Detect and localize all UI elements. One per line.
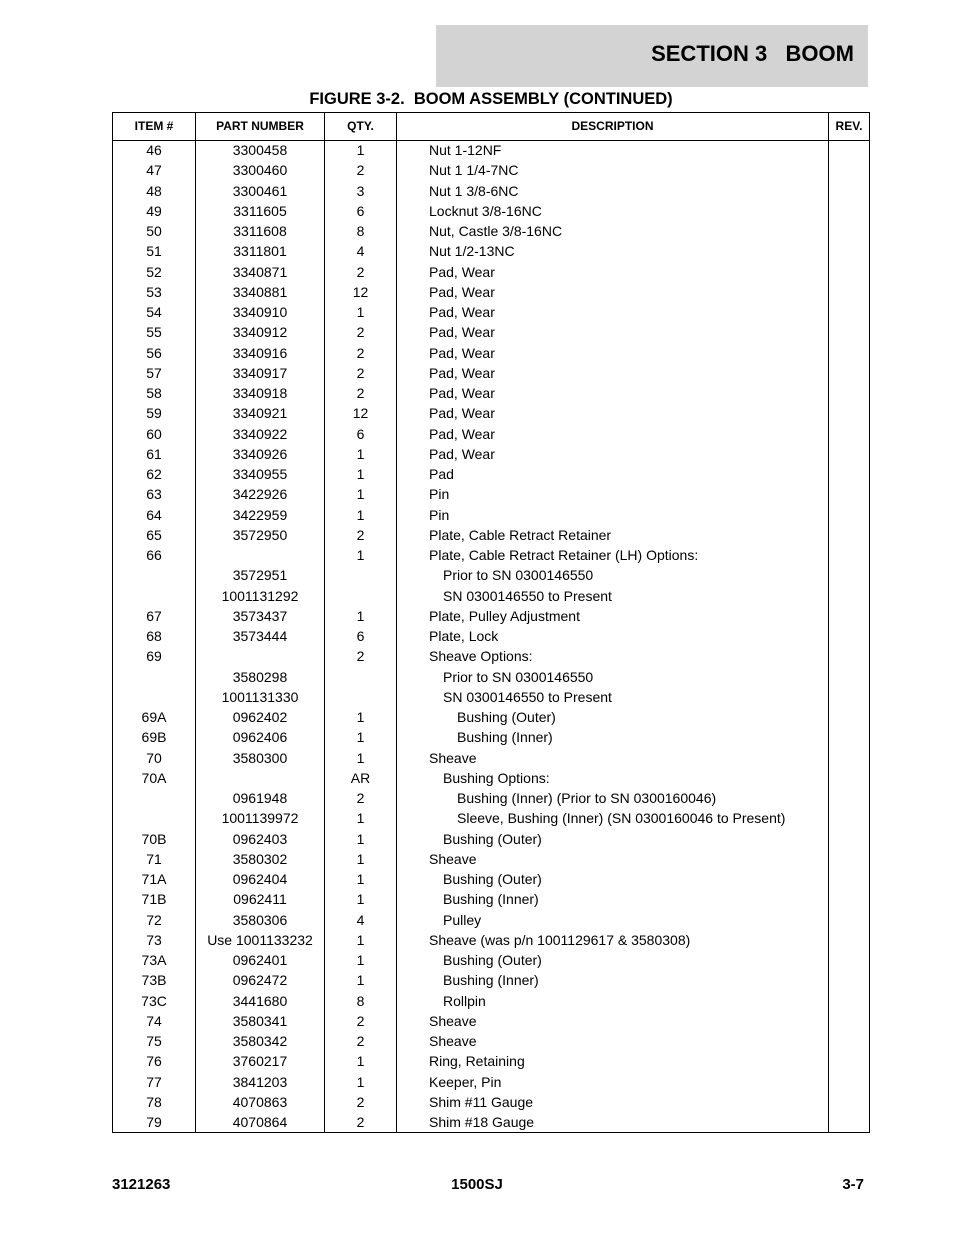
description-cell: Sheave [429,1033,477,1049]
part-number-cell: 3340881 [232,283,288,300]
table-row [113,1112,869,1132]
item-cell [113,687,195,707]
table-row [113,707,869,727]
item-cell: 46 [146,142,162,158]
table-row [113,201,869,221]
description-cell: Nut 1 3/8-6NC [429,182,519,199]
header-description: DESCRIPTION [571,119,654,133]
item-cell: 70 [146,749,162,766]
table-row [113,687,869,707]
part-number-cell: 3311801 [233,243,287,260]
description-cell: Bushing (Outer) [443,871,542,887]
table-row [113,484,869,504]
item-cell: 69B [141,729,167,746]
part-number-cell: 3572950 [232,526,288,543]
table-body [113,140,869,1132]
section-banner [436,25,868,87]
table-row [113,565,869,585]
description-cell: Plate, Cable Retract Retainer [429,526,612,543]
table-row [113,748,869,768]
header-qty: QTY. [347,119,374,133]
table-row [113,646,869,666]
description-cell: Pad, Wear [429,425,495,442]
table-row [113,160,869,180]
description-cell: SN 0300146550 to Present [443,688,612,705]
qty-cell: 1 [356,142,365,158]
part-number-cell: 3300460 [232,162,288,179]
description-cell: Bushing (Inner) [457,729,553,746]
description-cell: Pulley [443,911,482,928]
qty-cell: 1 [356,931,365,948]
qty-cell: 2 [356,324,365,341]
qty-cell: 2 [356,364,365,381]
item-cell: 54 [146,304,162,320]
qty-cell: 12 [352,405,369,422]
table-row [113,262,869,282]
qty-cell: 1 [356,506,365,523]
item-cell: 47 [146,162,162,179]
qty-cell: 1 [356,445,365,462]
qty-cell: 1 [356,810,365,827]
table-row [113,788,869,808]
qty-cell [325,586,396,606]
description-cell: Pin [429,506,450,523]
qty-cell: 3 [356,182,365,199]
qty-cell: 1 [356,972,365,989]
item-cell: 56 [146,344,162,361]
description-cell: Sheave [429,1012,477,1029]
part-number-cell: 3573437 [232,607,288,624]
part-number-cell: 3340922 [232,425,288,442]
part-number-cell: 3300461 [232,182,288,199]
item-cell: 73C [141,992,167,1009]
item-cell: 72 [146,911,162,928]
description-cell: Sleeve, Bushing (Inner) (SN 0300160046 to Present) [457,810,786,827]
description-cell: Plate, Lock [429,628,499,644]
part-number-cell: 3580298 [232,668,288,685]
table-row [113,910,869,930]
part-number-cell: 4070864 [232,1114,288,1130]
table-row [113,444,869,464]
part-number-cell: 0962406 [232,729,288,746]
item-cell: 62 [146,466,162,482]
part-number-cell: 3572951 [232,567,288,584]
item-cell: 73 [146,931,162,948]
table-row [113,322,869,342]
description-cell: Pad, Wear [429,405,495,422]
table-row [113,403,869,423]
description-cell: Plate, Pulley Adjustment [429,607,580,624]
item-cell: 76 [146,1053,162,1070]
description-cell: Prior to SN 0300146550 [443,567,594,584]
item-cell [113,565,195,585]
table-row [113,282,869,302]
description-cell: Sheave (was p/n 1001129617 & 3580308) [429,931,691,948]
part-number-cell: 3340871 [232,263,288,280]
table-row [113,970,869,990]
table-row [113,727,869,747]
description-cell: Nut 1-12NF [429,142,502,158]
item-cell: 77 [146,1073,162,1090]
item-cell: 57 [146,364,162,381]
part-number-cell: 3841203 [232,1073,288,1090]
part-number-cell: 1001139972 [221,810,299,827]
qty-cell: 2 [356,1114,365,1130]
table-header [113,113,869,141]
item-cell: 68 [146,628,162,644]
qty-cell: 4 [356,911,365,928]
part-number-cell: 1001131330 [221,688,299,705]
description-cell: Plate, Cable Retract Retainer (LH) Options: [429,547,699,563]
footer-doc-number: 3121263 [112,1176,171,1193]
table-row [113,626,869,646]
part-number-cell: 3422926 [232,486,288,503]
figure-title: FIGURE 3-2. BOOM ASSEMBLY (CONTINUED) [309,90,673,108]
qty-cell: 1 [356,850,365,867]
description-cell: Sheave Options: [429,648,533,665]
part-number-cell: Use 1001133232 [207,931,313,948]
description-cell: Pin [429,486,450,503]
part-number-cell: 4070863 [232,1093,288,1110]
item-cell: 52 [146,263,162,280]
item-cell: 55 [146,324,162,341]
item-cell: 71 [146,850,162,867]
description-cell: SN 0300146550 to Present [443,587,612,604]
item-cell: 73A [141,952,167,968]
item-cell: 63 [146,486,162,503]
part-number-cell: 3580342 [232,1033,288,1049]
header-part-number: PART NUMBER [216,119,304,133]
description-cell: Pad, Wear [429,263,495,280]
item-cell: 66 [146,547,162,563]
table-row [113,1011,869,1031]
qty-cell: 1 [356,486,365,503]
part-number-cell: 3340926 [232,445,288,462]
footer-page-number: 3-7 [842,1176,864,1193]
part-number-cell: 3311605 [233,202,287,219]
description-cell: Pad, Wear [429,344,495,361]
table-row [113,363,869,383]
description-cell: Pad [429,466,454,482]
table-row [113,1051,869,1071]
part-number-cell: 3340921 [232,405,288,422]
qty-cell: 1 [356,891,365,908]
description-cell: Bushing (Inner) (Prior to SN 0300160046) [457,790,717,806]
item-cell: 73B [141,972,167,989]
qty-cell: 4 [356,243,365,260]
description-cell: Pad, Wear [429,364,495,381]
table-row [113,849,869,869]
item-cell: 58 [146,385,162,401]
part-number-cell: 0961948 [232,790,288,806]
qty-cell: 2 [356,263,365,280]
part-number-cell: 3580341 [232,1012,288,1029]
header-item: ITEM # [134,119,174,133]
qty-cell: 1 [356,871,365,887]
qty-cell: 1 [356,607,365,624]
part-number-cell: 3422959 [232,506,288,523]
table-row [113,525,869,545]
part-number-cell: 3340912 [232,324,288,341]
part-number-cell: 3340917 [232,364,288,381]
description-cell: Pad, Wear [429,324,495,341]
description-cell: Nut 1/2-13NC [429,243,515,260]
table-row [113,869,869,889]
table-row [113,140,869,160]
item-cell: 70A [141,769,167,786]
qty-cell: 2 [356,385,365,401]
table-row [113,1092,869,1112]
qty-cell [325,667,396,687]
part-number-cell [196,768,324,788]
table-row [113,586,869,606]
item-cell: 51 [146,243,162,260]
item-cell: 67 [146,607,162,624]
qty-cell: 1 [356,952,365,968]
part-number-cell: 0962411 [233,891,287,908]
description-cell: Rollpin [443,992,486,1009]
description-cell: Pad, Wear [429,445,495,462]
description-cell: Bushing (Inner) [443,972,539,989]
item-cell: 69 [146,648,162,665]
part-number-cell: 3340955 [232,466,288,482]
qty-cell: 2 [356,162,365,179]
table-row [113,667,869,687]
part-number-cell: 3441680 [232,992,288,1009]
qty-cell: 1 [356,1053,365,1070]
part-number-cell: 3760217 [232,1053,288,1070]
item-cell: 59 [146,405,162,422]
qty-cell: 1 [356,304,365,320]
description-cell: Prior to SN 0300146550 [443,668,594,685]
qty-cell: 6 [356,202,365,219]
qty-cell: 2 [356,648,365,665]
item-cell: 71B [141,891,167,908]
item-cell [113,808,195,828]
qty-cell: 8 [356,992,365,1009]
item-cell: 65 [146,526,162,543]
description-cell: Bushing (Inner) [443,891,539,908]
table-row [113,181,869,201]
part-number-cell: 3300458 [232,142,288,158]
part-number-cell: 3340918 [232,385,288,401]
description-cell: Pad, Wear [429,304,495,320]
part-number-cell: 0962472 [232,972,288,989]
description-cell: Nut, Castle 3/8-16NC [429,223,563,239]
qty-cell: 2 [356,790,365,806]
description-cell: Bushing (Outer) [443,952,542,968]
table-row [113,808,869,828]
table-row [113,464,869,484]
item-cell: 74 [146,1012,162,1029]
item-cell: 61 [146,445,162,462]
item-cell [113,586,195,606]
item-cell: 71A [141,871,167,887]
qty-cell: 2 [356,1012,365,1029]
part-number-cell: 3580300 [232,749,288,766]
table-row [113,221,869,241]
part-number-cell: 1001131292 [221,587,299,604]
qty-cell: 1 [356,830,365,847]
qty-cell: 1 [356,729,365,746]
qty-cell [325,687,396,707]
item-cell: 49 [146,202,162,219]
description-cell: Bushing (Outer) [457,709,556,725]
description-cell: Pad, Wear [429,385,495,401]
item-cell [113,667,195,687]
footer-model: 1500SJ [451,1176,503,1193]
description-cell: Pad, Wear [429,283,495,300]
table-row [113,1072,869,1092]
table-row [113,343,869,363]
description-cell: Sheave [429,850,477,867]
item-cell: 79 [146,1114,162,1130]
qty-cell: AR [350,769,371,786]
description-cell: Sheave [429,749,477,766]
qty-cell: 1 [356,547,365,563]
table-row [113,768,869,788]
table-row [113,889,869,909]
part-number-cell: 0962403 [232,830,288,847]
description-cell: Nut 1 1/4-7NC [429,162,519,179]
part-number-cell: 0962401 [232,952,288,968]
qty-cell: 6 [356,425,365,442]
part-number-cell: 3340916 [232,344,288,361]
table-row [113,241,869,261]
description-cell: Keeper, Pin [429,1073,502,1090]
table-row [113,383,869,403]
qty-cell: 12 [352,283,369,300]
table-row [113,545,869,565]
description-cell: Shim #18 Gauge [429,1114,535,1130]
table-row [113,424,869,444]
item-cell: 53 [146,283,162,300]
part-number-cell: 3580302 [232,850,288,867]
table-row [113,505,869,525]
parts-table [112,112,870,1133]
qty-cell: 2 [356,1093,365,1110]
qty-cell: 1 [356,709,365,725]
qty-cell: 2 [356,1033,365,1049]
description-cell: Ring, Retaining [429,1053,525,1070]
item-cell: 48 [146,182,162,199]
item-cell: 50 [146,223,162,239]
description-cell: Bushing (Outer) [443,830,542,847]
part-number-cell: 3573444 [232,628,288,644]
description-cell: Bushing Options: [443,769,550,786]
header-rev: REV. [835,119,863,133]
item-cell: 78 [146,1093,162,1110]
part-number-cell: 3311608 [233,223,287,239]
table-row [113,950,869,970]
part-number-cell: 3580306 [232,911,288,928]
part-number-cell: 3340910 [232,304,288,320]
table-row [113,829,869,849]
table-row [113,606,869,626]
description-cell: Shim #11 Gauge [429,1093,534,1110]
part-number-cell: 0962404 [232,871,288,887]
qty-cell: 2 [356,526,365,543]
table-row [113,930,869,950]
item-cell: 60 [146,425,162,442]
qty-cell [325,565,396,585]
section-title: SECTION 3 BOOM [651,41,854,66]
qty-cell: 1 [356,466,365,482]
part-number-cell [196,545,324,565]
table-row [113,1031,869,1051]
item-cell: 70B [141,830,167,847]
part-number-cell: 0962402 [232,709,288,725]
part-number-cell [196,646,324,666]
table-row [113,991,869,1011]
qty-cell: 6 [356,628,365,644]
qty-cell: 2 [356,344,365,361]
table-row [113,302,869,322]
qty-cell: 1 [356,749,365,766]
item-cell [113,788,195,808]
item-cell: 75 [146,1033,162,1049]
item-cell: 69A [141,709,167,725]
qty-cell: 1 [356,1073,365,1090]
item-cell: 64 [146,506,162,523]
description-cell: Locknut 3/8-16NC [429,202,542,219]
qty-cell: 8 [356,223,365,239]
